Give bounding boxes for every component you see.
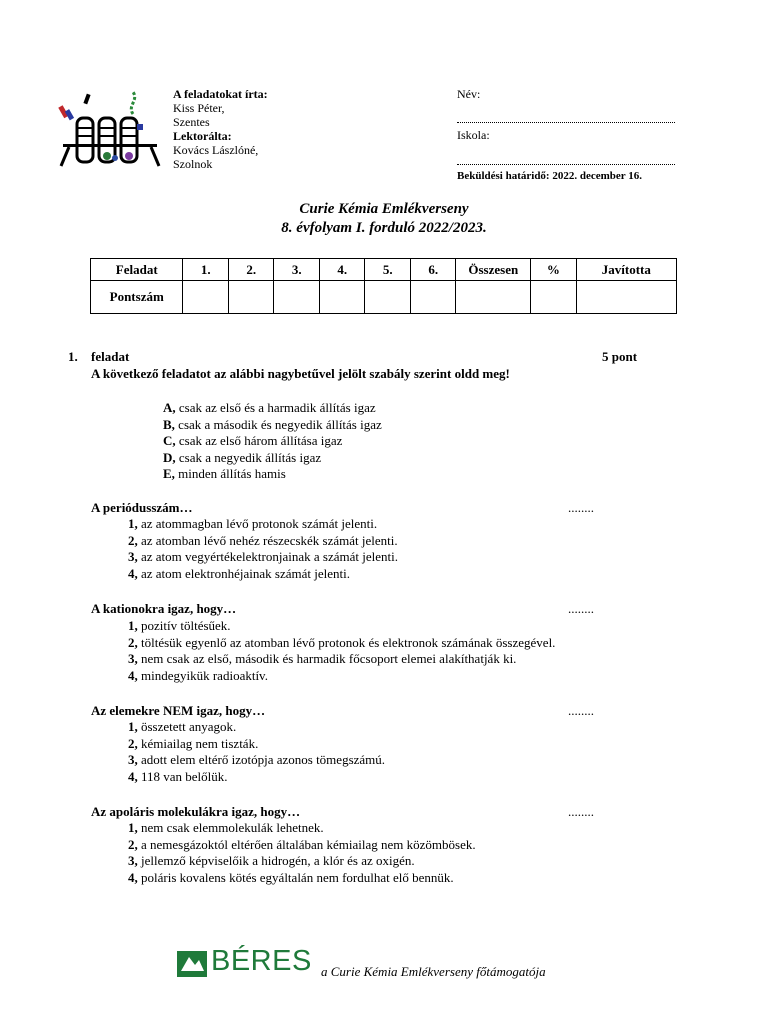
answer-field[interactable]: ........ <box>568 703 594 718</box>
statement-list <box>128 516 398 582</box>
score-table-cell: 2. <box>228 259 274 281</box>
score-cell-corrected-by[interactable] <box>576 281 676 314</box>
rule-option: E, minden állítás hamis <box>163 466 286 482</box>
task-points: 5 pont <box>602 349 638 364</box>
score-table-header-row <box>91 259 677 281</box>
question-title: A kationokra igaz, hogy… <box>91 601 237 616</box>
score-table-points-row <box>91 281 677 314</box>
round-title: 8. évfolyam I. forduló 2022/2023. <box>281 220 487 236</box>
score-cell-percent[interactable] <box>531 281 577 314</box>
rule-option: A, csak az első és a harmadik állítás igaz <box>163 400 376 415</box>
reviewer-city: Szolnok <box>173 157 213 171</box>
score-cell-6[interactable] <box>410 281 456 314</box>
name-field[interactable] <box>457 122 675 123</box>
score-table-cell: 5. <box>365 259 411 281</box>
rule-option: D, csak a negyedik állítás igaz <box>163 449 322 465</box>
statement: 3, jellemző képviselőik a hidrogén, a klór és az oxigén. <box>128 853 415 869</box>
statement: 2, az atomban lévő nehéz részecskék számát jelenti. <box>128 532 398 548</box>
question-title: Az elemekre NEM igaz, hogy… <box>91 703 266 718</box>
rule-option: C, csak az első három állítása igaz <box>163 433 343 449</box>
statement: 2, kémiailag nem tiszták. <box>128 735 259 751</box>
task-number: 1. <box>68 349 78 364</box>
statement: 1, pozitív töltésűek. <box>128 618 231 633</box>
score-cell-1[interactable] <box>183 281 229 314</box>
sponsor-brand: BÉRES <box>211 945 312 977</box>
sponsor-tagline: a Curie Kémia Emlékverseny főtámogatója <box>321 964 546 979</box>
question-title: A periódusszám… <box>91 500 193 515</box>
school-label: Iskola: <box>457 128 490 142</box>
statement: 1, az atommagban lévő protonok számát jelenti. <box>128 516 378 531</box>
school-field[interactable] <box>457 164 675 165</box>
name-label: Név: <box>457 87 481 101</box>
score-cell-4[interactable] <box>319 281 365 314</box>
question-title: Az apoláris molekulákra igaz, hogy… <box>91 804 301 819</box>
score-table-cell: Feladat <box>91 259 183 281</box>
statement: 2, a nemesgázoktól eltérően általában kémiailag nem közömbösek. <box>128 836 476 852</box>
statement-list <box>128 820 476 886</box>
rule-option: B, csak a második és negyedik állítás igaz <box>163 416 382 432</box>
score-table-cell: Javította <box>576 259 676 281</box>
statement: 3, adott elem eltérő izotópja azonos tömegszámú. <box>128 752 386 768</box>
beres-logo-icon <box>177 951 207 977</box>
answer-field[interactable]: ........ <box>568 804 594 819</box>
statement: 4, az atom elektronhéjainak számát jelenti. <box>128 565 350 581</box>
statement: 4, 118 van belőlük. <box>128 768 228 784</box>
score-table-cell: 1. <box>183 259 229 281</box>
statement-list <box>128 719 385 785</box>
answer-field[interactable]: ........ <box>568 601 594 616</box>
score-table-cell: % <box>531 259 577 281</box>
reviewer-name: Kovács Lászlóné, <box>173 143 259 157</box>
statement: 4, poláris kovalens kötés egyáltalán nem fordulhat elő bennük. <box>128 869 454 885</box>
score-table-cell: 4. <box>319 259 365 281</box>
author-city: Szentes <box>173 115 210 129</box>
score-table <box>90 258 677 314</box>
statement: 3, az atom vegyértékelektronjainak a számát jelenti. <box>128 549 398 565</box>
score-table-row-label: Pontszám <box>91 281 183 314</box>
score-cell-5[interactable] <box>365 281 411 314</box>
statement: 2, töltésük egyenlő az atomban lévő protonok és elektronok számának összegével. <box>128 634 556 650</box>
score-cell-total[interactable] <box>456 281 531 314</box>
score-table-cell: 6. <box>410 259 456 281</box>
statement-list <box>128 618 555 684</box>
competition-logo <box>55 84 165 170</box>
task-instruction: A következő feladatot az alábbi nagybetűvel jelölt szabály szerint oldd meg! <box>91 366 510 381</box>
statement: 4, mindegyikük radioaktív. <box>128 667 268 683</box>
score-table-cell: Összesen <box>456 259 531 281</box>
competition-title: Curie Kémia Emlékverseny <box>299 201 469 217</box>
score-cell-2[interactable] <box>228 281 274 314</box>
reviewer-label: Lektorálta: <box>173 129 232 143</box>
statement: 1, összetett anyagok. <box>128 719 237 734</box>
author-label: A feladatokat írta: <box>173 87 268 101</box>
author-name: Kiss Péter, <box>173 101 225 115</box>
deadline: Beküldési határidő: 2022. december 16. <box>457 170 642 182</box>
score-table-cell: 3. <box>274 259 320 281</box>
rule-options <box>163 400 382 483</box>
statement: 1, nem csak elemmolekulák lehetnek. <box>128 820 324 835</box>
task-label: feladat <box>91 349 130 364</box>
statement: 3, nem csak az első, második és harmadik főcsoport elemei alakíthatják ki. <box>128 651 517 667</box>
score-cell-3[interactable] <box>274 281 320 314</box>
answer-field[interactable]: ........ <box>568 500 594 515</box>
